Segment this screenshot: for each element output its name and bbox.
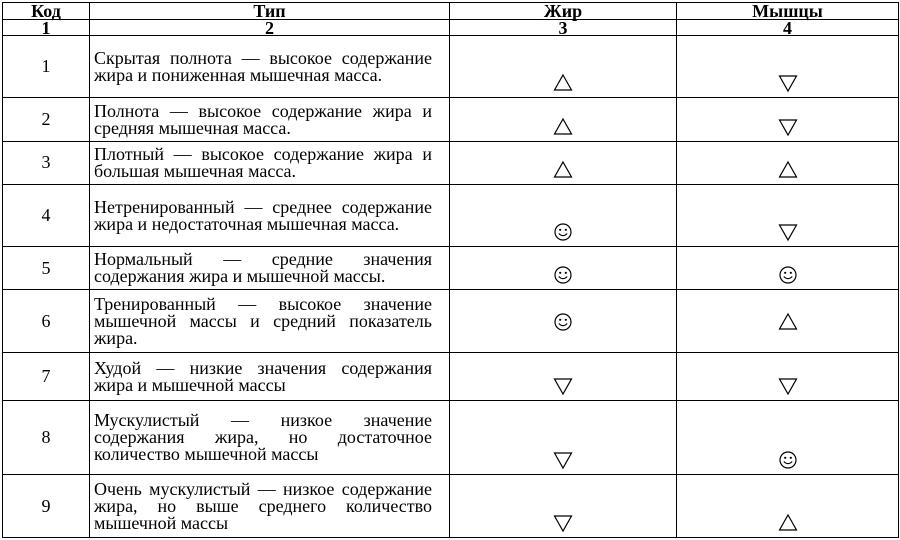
row-type-text: Нормальный — средние значения содержания жира и мышечной массы.: [94, 249, 432, 287]
down-icon: [778, 73, 798, 93]
smile-icon: [553, 265, 573, 285]
row-muscle: [677, 141, 899, 184]
header-code: Код: [3, 3, 90, 20]
table-row: [3, 98, 899, 141]
row-type-text: Очень мускулистый — низкое содержание жира, но выше среднего количество мышечной массы: [94, 478, 432, 533]
row-code: 4: [3, 184, 90, 247]
table-row: [3, 35, 899, 98]
table-row: [3, 141, 899, 184]
body-type-table: [2, 2, 899, 538]
row-type: [90, 98, 450, 141]
row-type-text: Плотный — высокое содержание жира и большая мышечная масса.: [94, 143, 432, 181]
up-icon: [553, 73, 573, 93]
row-code: 1: [3, 35, 90, 98]
row-type: [90, 184, 450, 247]
header-muscle: Мышцы: [677, 3, 899, 20]
smile-icon: [778, 265, 798, 285]
row-fat: [450, 475, 677, 538]
header-row: [3, 3, 899, 20]
row-muscle: [677, 247, 899, 290]
row-type-text: Худой — низкие значения содержания жира и мышечной массы: [94, 357, 432, 395]
header-type: Тип: [90, 3, 450, 20]
row-type-text: Нетренированный — среднее содержание жира и недостаточная мышечная масса.: [94, 196, 432, 234]
row-type: [90, 247, 450, 290]
row-type-text: Тренированный — высокое значение мышечной массы и средний показатель жира.: [94, 293, 432, 348]
row-muscle: [677, 290, 899, 353]
row-code: 5: [3, 247, 90, 290]
down-icon: [553, 376, 573, 396]
table-row: [3, 475, 899, 538]
row-type: [90, 353, 450, 401]
down-icon: [778, 222, 798, 242]
smile-icon: [778, 450, 798, 470]
down-icon: [553, 513, 573, 533]
smile-icon: [553, 312, 573, 332]
row-code: 6: [3, 290, 90, 353]
row-muscle: [677, 184, 899, 247]
row-code: 3: [3, 141, 90, 184]
up-icon: [778, 513, 798, 533]
row-code: 7: [3, 353, 90, 401]
row-muscle: [677, 98, 899, 141]
row-type-text: Скрытая полнота — высокое содержание жира и пониженная мышечная масса.: [94, 47, 432, 85]
row-muscle: [677, 35, 899, 98]
up-icon: [778, 160, 798, 180]
column-number-row: [3, 20, 899, 35]
table-row: [3, 247, 899, 290]
row-fat: [450, 98, 677, 141]
column-number: 4: [677, 20, 899, 35]
row-code: 8: [3, 401, 90, 475]
row-type: [90, 35, 450, 98]
column-number: 3: [450, 20, 677, 35]
row-muscle: [677, 475, 899, 538]
row-muscle: [677, 353, 899, 401]
row-fat: [450, 290, 677, 353]
row-type-text: Полнота — высокое содержание жира и средняя мышечная масса.: [94, 100, 432, 138]
row-type: [90, 141, 450, 184]
table-row: [3, 184, 899, 247]
table-row: [3, 401, 899, 475]
up-icon: [553, 117, 573, 137]
row-muscle: [677, 401, 899, 475]
column-number: 2: [90, 20, 450, 35]
row-fat: [450, 247, 677, 290]
row-type: [90, 290, 450, 353]
up-icon: [553, 160, 573, 180]
column-number: 1: [3, 20, 90, 35]
row-fat: [450, 184, 677, 247]
row-code: 2: [3, 98, 90, 141]
smile-icon: [553, 222, 573, 242]
table-row: [3, 353, 899, 401]
row-fat: [450, 353, 677, 401]
row-fat: [450, 401, 677, 475]
row-fat: [450, 141, 677, 184]
table-row: [3, 290, 899, 353]
down-icon: [553, 450, 573, 470]
row-type: [90, 401, 450, 475]
row-type-text: Мускулистый — низкое значение содержания жира, но достаточное количество мышечной массы: [94, 410, 432, 465]
row-fat: [450, 35, 677, 98]
header-fat: Жир: [450, 3, 677, 20]
row-code: 9: [3, 475, 90, 538]
up-icon: [778, 312, 798, 332]
down-icon: [778, 376, 798, 396]
down-icon: [778, 117, 798, 137]
row-type: [90, 475, 450, 538]
